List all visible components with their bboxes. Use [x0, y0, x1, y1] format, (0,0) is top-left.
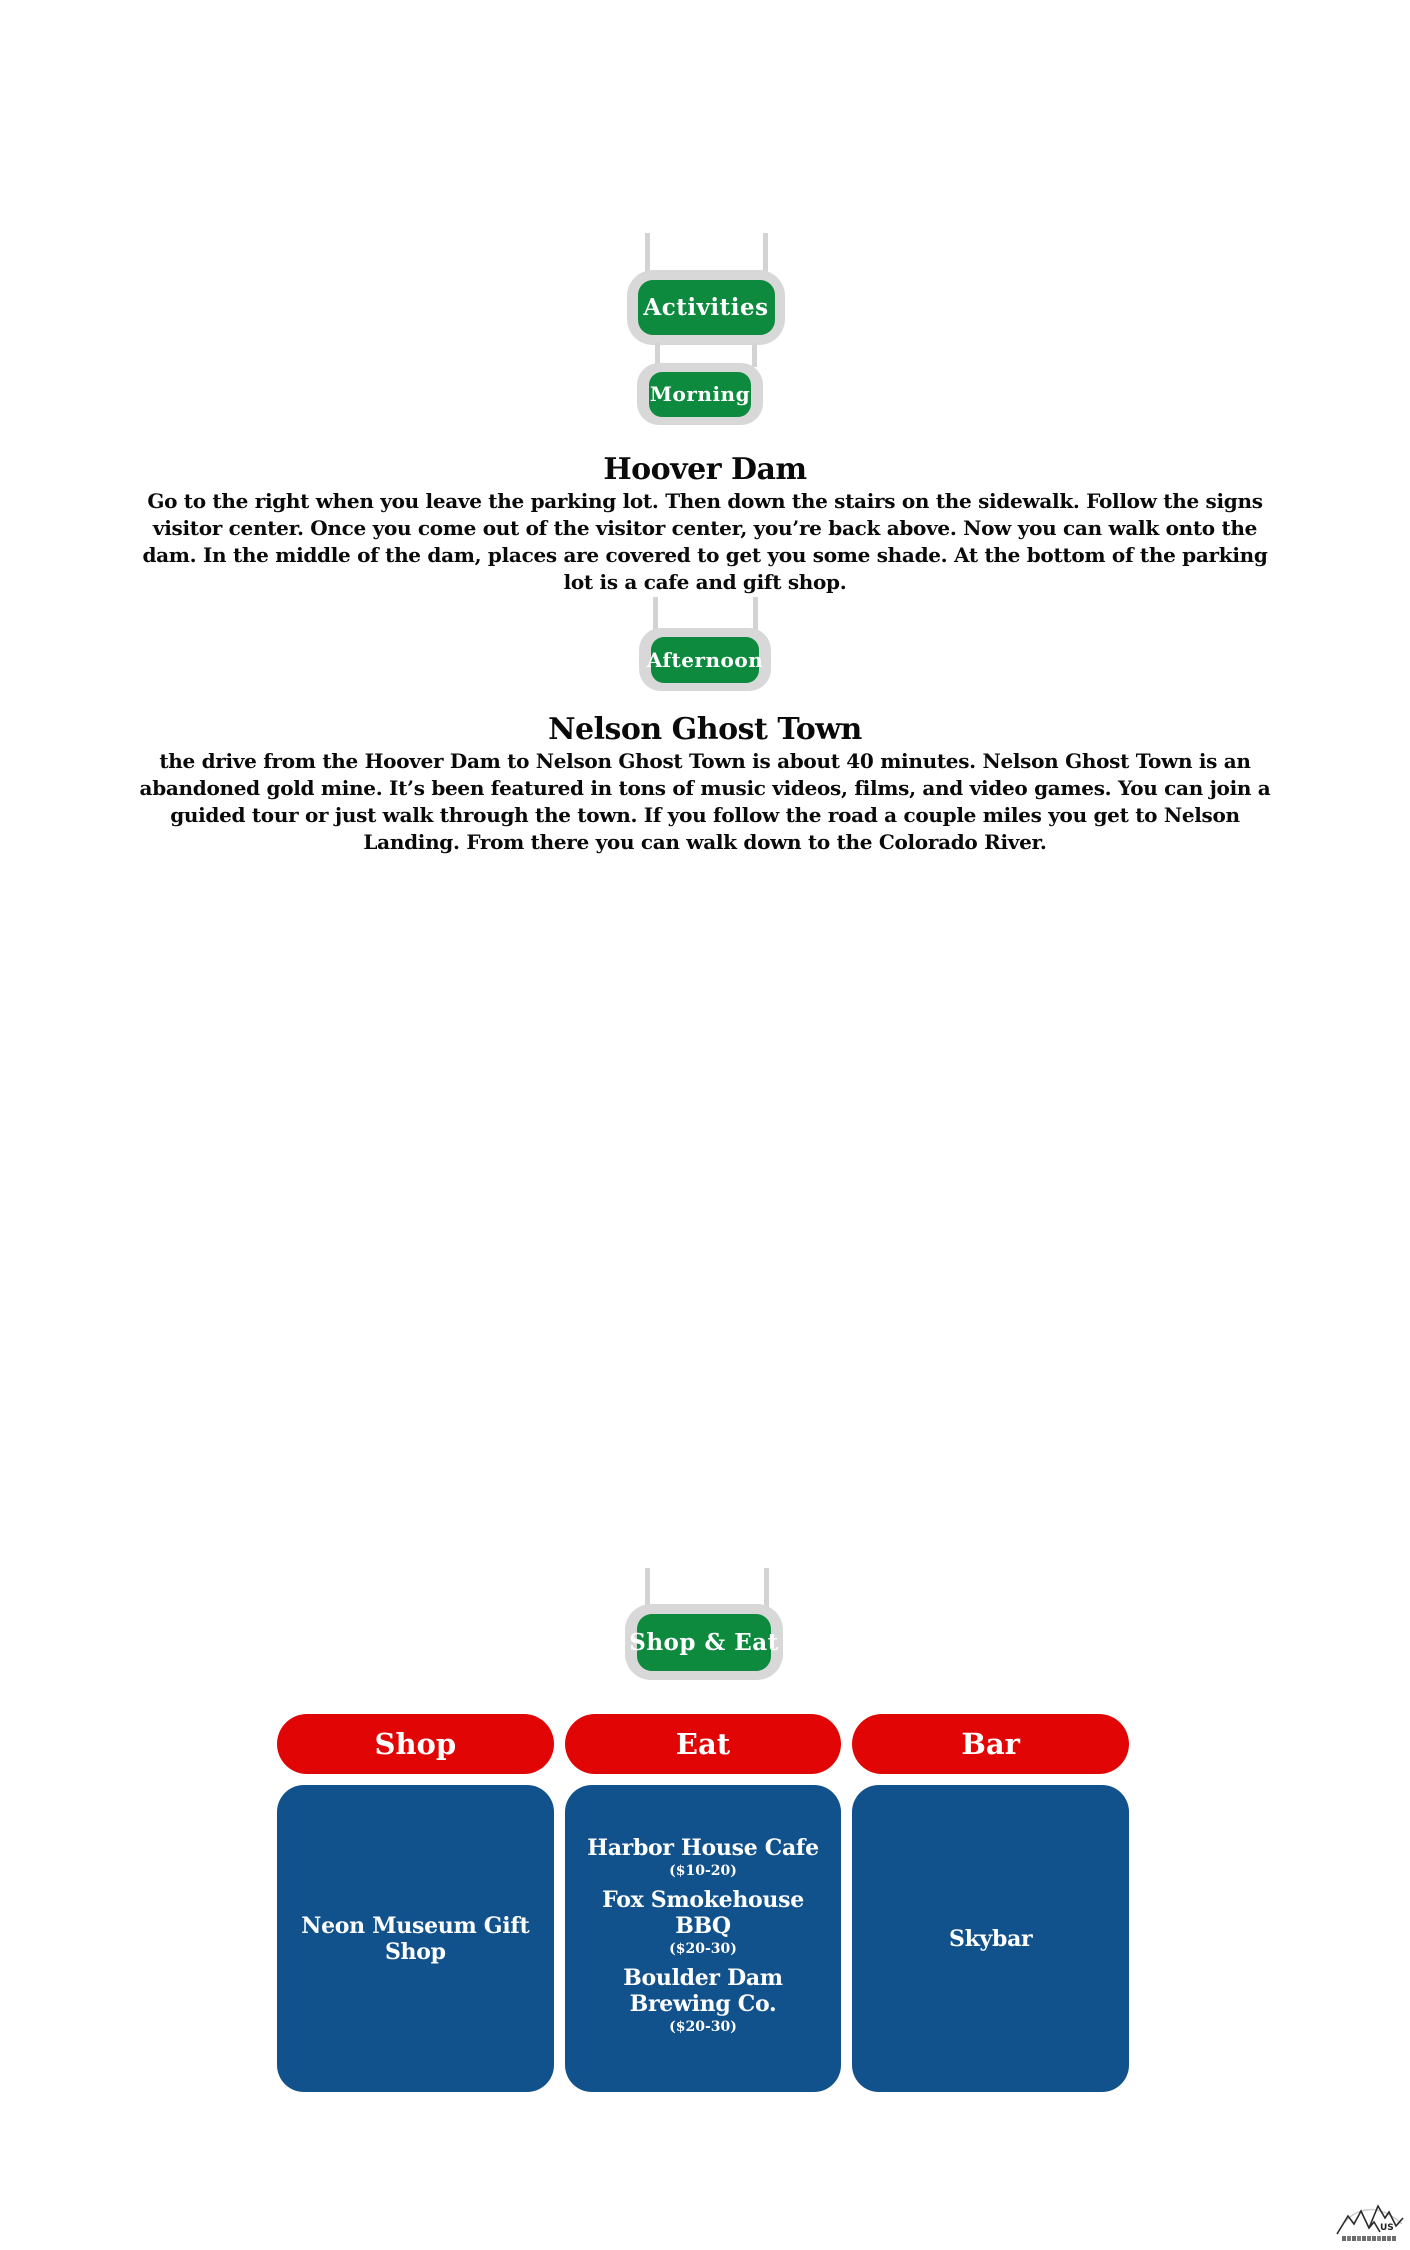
- morning-sign-label: Morning: [649, 372, 751, 417]
- shop-column-box: [277, 1785, 554, 2092]
- bar-column: [852, 1714, 1129, 2092]
- eat-column: [565, 1714, 842, 2092]
- bar-column-header: Bar: [852, 1714, 1129, 1774]
- us-mountains-logo: [1336, 2196, 1404, 2246]
- logo-mountains-left: [1337, 2211, 1380, 2234]
- activities-sign-label: Activities: [638, 280, 775, 335]
- shop-eat-bar-columns: [277, 1714, 1129, 2092]
- eat-item-price: ($10-20): [669, 1862, 737, 1879]
- sign-pole: [763, 233, 768, 275]
- bar-column-box: [852, 1785, 1129, 2092]
- bar-item: Skybar: [949, 1925, 1033, 1952]
- eat-item-price: ($20-30): [669, 1940, 737, 1957]
- nelson-ghost-town-description: the drive from the Hoover Dam to Nelson Ghost Town is about 40 minutes. Nelson Ghost Town is an abandoned gold mine. It’s been featured in tons of music videos, films, and video games. You can join a guided tour or just walk through the town. If you follow the road a couple miles you get to Nelson Landing. From there you can walk down to the Colorado River.: [139, 749, 1271, 854]
- eat-item: Boulder Dam Brewing Co.: [623, 1964, 783, 2017]
- afternoon-sign-label: Afternoon: [651, 637, 759, 683]
- eat-column-header: Eat: [565, 1714, 842, 1774]
- sign-pole: [645, 233, 650, 275]
- shop-column: [277, 1714, 554, 2092]
- afternoon-sign: [639, 628, 771, 691]
- nelson-ghost-town-title: Nelson Ghost Town: [548, 712, 862, 747]
- hoover-dam-title: Hoover Dam: [603, 452, 807, 487]
- morning-sign: [637, 363, 763, 425]
- eat-item: Harbor House Cafe: [587, 1834, 819, 1861]
- shop-eat-sign-label: Shop & Eat: [637, 1614, 771, 1671]
- eat-item-price: ($20-30): [669, 2018, 737, 2035]
- shop-column-header: Shop: [277, 1714, 554, 1774]
- logo-us-text: US: [1380, 2223, 1394, 2233]
- activities-sign: [627, 270, 785, 345]
- eat-column-box: [565, 1785, 842, 2092]
- sign-pole: [764, 1568, 769, 1610]
- eat-item: Fox Smokehouse BBQ: [602, 1886, 804, 1939]
- shop-eat-sign: [625, 1604, 783, 1680]
- sign-pole: [752, 343, 757, 367]
- logo-fine-print: [1342, 2236, 1396, 2241]
- hoover-dam-description: Go to the right when you leave the parking lot. Then down the stairs on the sidewalk. Follow the signs visitor center. Once you come out of the visitor center, you’re back above. Now you can walk onto the dam. In the middle of the dam, places are covered to get you some shade. At the bottom of the parking lot is a cafe and gift shop.: [142, 489, 1268, 594]
- shop-item: Neon Museum Gift Shop: [301, 1912, 530, 1965]
